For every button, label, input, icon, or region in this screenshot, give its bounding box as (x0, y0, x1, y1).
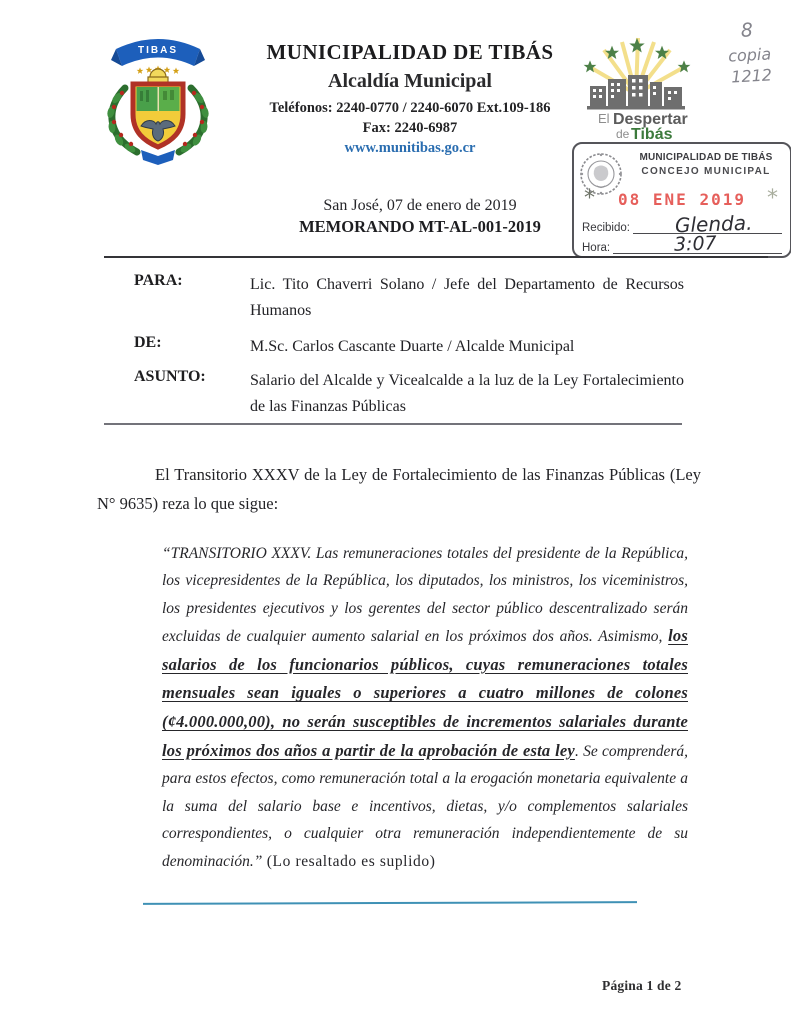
logo-word-el: El (598, 111, 610, 126)
stamp-org: MUNICIPALIDAD DE TIBÁS (639, 152, 773, 163)
stamp-time-line (613, 233, 782, 254)
municipal-crest-logo (96, 34, 220, 166)
header-divider (104, 256, 768, 258)
fields-divider (104, 423, 682, 425)
logo-word-tibas: Tibás (631, 126, 673, 142)
page-number: Página 1 de 2 (602, 978, 682, 993)
received-stamp (572, 142, 791, 258)
pen-number: 8 (740, 19, 754, 42)
handwritten-copy-note (726, 16, 791, 88)
quote-note: (Lo resaltado es suplido) (262, 853, 436, 871)
org-name: MUNICIPALIDAD DE TIBÁS (266, 40, 554, 64)
stamp-date: 08 ENE 2019 (618, 190, 746, 209)
despertar-logo (574, 36, 708, 142)
fax-line: Fax: 2240-6987 (362, 120, 458, 136)
website-link: www.munitibas.go.cr (344, 140, 476, 156)
stamp-received-label: Recibido: (582, 222, 630, 234)
letterhead (218, 40, 602, 157)
quote-emphasis: los salarios de los funcionarios públicos, cuyas remuneraciones totales mensuales sean iguales o superiores a cuatro millones de colones (¢4.000.000,00), no serán susceptibles de incrementos salariales durante los próximos dos años a partir de la aprobación de esta ley (162, 626, 688, 760)
field-value-asunto: Salario del Alcalde y Vicealcalde a la luz de la Ley Fortalecimiento de las Finanzas Públicas (250, 372, 684, 415)
field-label-asunto: ASUNTO: (134, 368, 206, 385)
stamp-asterisk-left-icon: * (584, 186, 595, 211)
stamp-header (628, 152, 784, 177)
intro-paragraph: El Transitorio XXXV de la Ley de Fortalecimiento de las Finanzas Públicas (Ley N° 9635) reza lo que sigue: (97, 464, 701, 514)
pen-word: copia (727, 44, 772, 66)
stamp-asterisk-right-icon: * (767, 186, 778, 211)
logo-word-despertar: Despertar (613, 111, 688, 128)
office-name: Alcaldía Municipal (328, 70, 492, 92)
pen-code: 1212 (730, 65, 773, 87)
phones-line: Teléfonos: 2240-0770 / 2240-6070 Ext.109-186 (269, 100, 551, 116)
stamp-time-label: Hora: (582, 242, 611, 254)
body-divider-blue (143, 901, 637, 905)
field-label-de: DE: (134, 334, 162, 351)
stamp-received-line (633, 210, 782, 238)
quote-start: “TRANSITORIO XXXV. Las remuneraciones totales del presidente de la República, los vicepresidentes de la República, los diputados, los ministros, los viceministros, los presidentes ejecutivos y los gerentes del sector público descentralizado serán excluidas de cualquier aumento salarial en los próximos dos años. Asimismo, (162, 544, 688, 646)
field-value-para: Lic. Tito Chaverri Solano / Jefe del Departamento de Recursos Humanos (250, 276, 684, 319)
field-label-para: PARA: (134, 272, 183, 289)
place-date: San José, 07 de enero de 2019 (323, 197, 517, 214)
memo-number: MEMORANDO MT-AL-001-2019 (299, 217, 541, 236)
crest-banner-icon (111, 39, 205, 66)
crest-banner-text: TIBAS (138, 45, 178, 56)
field-value-de: M.Sc. Carlos Cascante Duarte / Alcalde Municipal (250, 338, 575, 355)
stamp-received-handwriting: Glenda. (674, 210, 753, 238)
stamp-council: CONCEJO MUNICIPAL (641, 166, 771, 177)
stamp-time-handwriting: 3:07 (673, 232, 717, 256)
crest-bottom-ribbon-icon (141, 150, 175, 165)
stamp-time-row (582, 234, 782, 254)
logo-word-de: de (616, 127, 630, 141)
quote-end: . Se comprenderá, para estos efectos, como remuneración total a la erogación monetaria equivalente a la suma del salario base e incentivos, dietas, y/o complementos salariales correspondientes, o cualquier otra remuneración independientemente de su denominación.” (162, 742, 688, 871)
crest-shield-icon (133, 84, 183, 147)
city-skyline-icon (587, 75, 685, 110)
stamp-received-row (582, 210, 782, 238)
transitorio-quote (162, 540, 688, 876)
